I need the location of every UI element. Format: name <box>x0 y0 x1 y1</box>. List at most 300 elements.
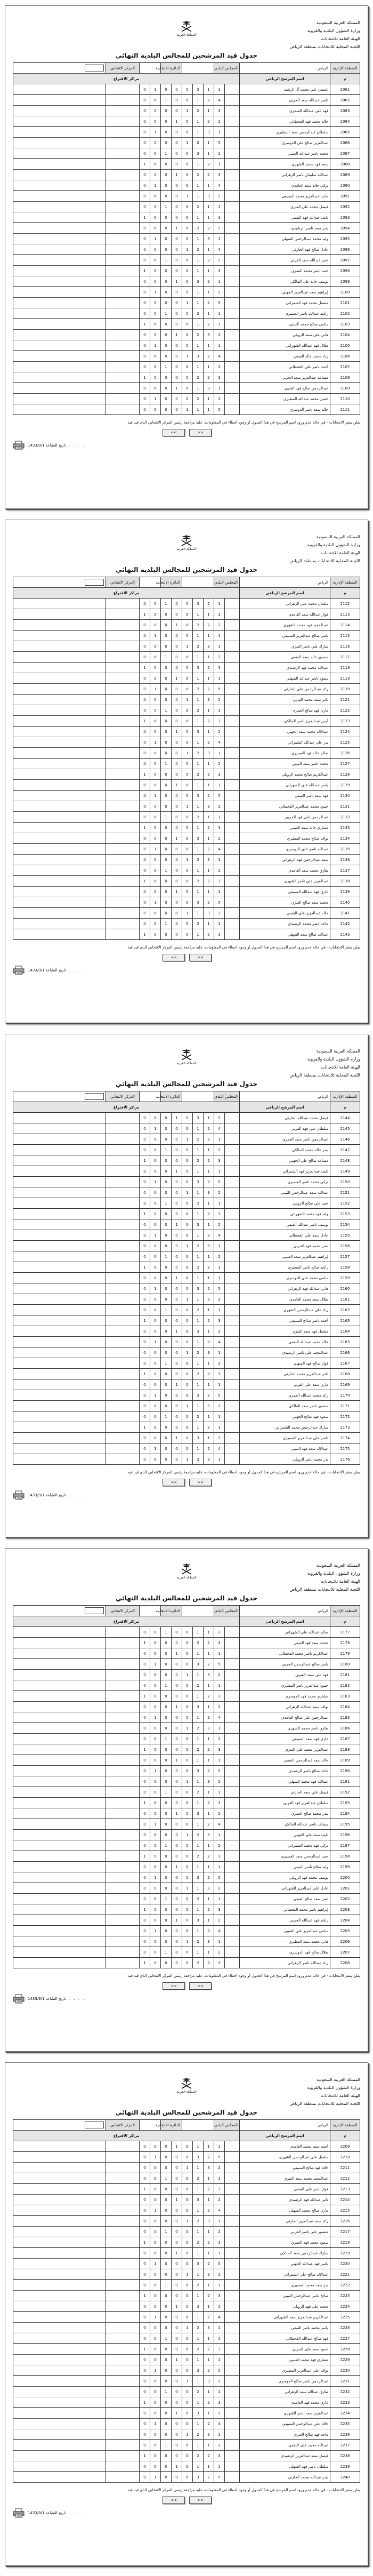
row-seq: 2091 <box>330 191 360 202</box>
row-center-cell: 0 <box>139 202 150 212</box>
row-end-cell <box>13 737 106 748</box>
row-center-cell: 0 <box>150 1723 160 1734</box>
row-center-cell: 0 <box>139 727 150 737</box>
row-center-cell: 0 <box>182 2280 192 2291</box>
row-center-cell: 3 <box>204 2429 214 2440</box>
row-center-cell: 0 <box>150 2248 160 2259</box>
row-end-cell <box>13 1958 106 1968</box>
org-line: المملكة العربية السعودية <box>316 535 360 539</box>
row-gap-cell <box>225 180 240 191</box>
row-seq: 2137 <box>330 865 360 876</box>
footer-note: يعلن بمقر الانتخابات - في حالة عدم ورود اسم المرشح في هذا الجدول أو وجود أخطاء في المعلومات، عليه مراجعة رئيس المركز الانتخابي الذي قيد فيه <box>127 2488 360 2492</box>
table-row <box>13 631 360 641</box>
row-name: عبدالعزيز محمد علي العنزي <box>240 1744 330 1755</box>
row-center-cell: 2 <box>193 2173 204 2184</box>
table-row <box>13 1422 360 1433</box>
row-center-cell: 0 <box>150 1347 160 1358</box>
row-center-cell: 0 <box>160 1776 171 1787</box>
row-center-cell: 1 <box>193 255 204 266</box>
row-center-cell: 5 <box>214 1177 225 1187</box>
row-center-cell: 1 <box>204 705 214 716</box>
row-center-cell: 0 <box>139 2440 150 2451</box>
row-center-cell: 0 <box>171 362 182 372</box>
row-center-cell: 0 <box>182 255 192 266</box>
row-center-cell: 0 <box>182 684 192 695</box>
next-page-button[interactable]: >> <box>189 429 212 436</box>
row-center-cell: 1 <box>204 2301 214 2312</box>
row-center-cell: 2 <box>214 2301 225 2312</box>
row-gap-cell <box>225 2248 240 2259</box>
row-end-cell <box>13 812 106 823</box>
row-center-cell: 0 <box>139 673 150 684</box>
print-dots: . . . . <box>69 1493 85 1497</box>
row-name: مبارك عبدالرحمن محمد الشمراني <box>240 1422 330 1433</box>
row-center-cell: 1 <box>139 2291 150 2301</box>
row-center-cell: 1 <box>193 1712 204 1723</box>
row-center-cell: 0 <box>171 1670 182 1680</box>
council-label: المجلس البلدي <box>214 2120 240 2131</box>
row-center-cell: 0 <box>171 1723 182 1734</box>
row-center-cell: 0 <box>171 2365 182 2376</box>
row-seq: 2084 <box>330 116 360 127</box>
table-row <box>13 1134 360 1145</box>
row-center-cell: 0 <box>150 1198 160 1209</box>
row-seq: 2162 <box>330 1305 360 1315</box>
table-row <box>13 351 360 362</box>
row-center-cell: 1 <box>193 844 204 855</box>
row-seq: 2132 <box>330 812 360 823</box>
row-center-cell: 0 <box>139 127 150 138</box>
row-center-cell: 0 <box>171 1145 182 1155</box>
row-center-cell: 1 <box>214 1454 225 1465</box>
table-row <box>13 748 360 759</box>
row-end-cell <box>13 1819 106 1830</box>
row-end-cell <box>13 855 106 865</box>
row-gap-cell <box>225 2461 240 2472</box>
table-row <box>13 2429 360 2440</box>
row-center-cell: 0 <box>139 791 150 801</box>
row-center-cell: 1 <box>193 2291 204 2301</box>
row-center-cell: 0 <box>182 127 192 138</box>
row-center-cell: 0 <box>150 1273 160 1283</box>
row-seq: 2086 <box>330 138 360 148</box>
row-center-cell: 0 <box>150 2429 160 2440</box>
row-center-cell: 0 <box>160 1638 171 1648</box>
row-center-cell: 5 <box>214 1283 225 1294</box>
org-line: المملكة العربية السعودية <box>316 2077 360 2082</box>
row-center-cell: 0 <box>171 2291 182 2301</box>
row-center-cell: 0 <box>150 2195 160 2205</box>
row-gap-cell <box>225 170 240 180</box>
row-end-cell <box>106 148 139 159</box>
row-center-cell: 0 <box>139 2408 150 2419</box>
council-label: المجلس البلدي <box>214 1606 240 1616</box>
row-end-cell <box>13 791 106 801</box>
row-center-cell: 0 <box>171 1627 182 1638</box>
table-row <box>13 1145 360 1155</box>
row-name: فهد صالح عبدالله القحطاني <box>240 2333 330 2344</box>
row-gap-cell <box>225 2195 240 2205</box>
row-end-cell <box>13 2451 106 2461</box>
table-row <box>13 823 360 833</box>
row-name: عفيفي علي محمد آل الرشيد <box>240 84 330 95</box>
row-center-cell: 0 <box>182 266 192 276</box>
row-center-cell: 0 <box>150 2387 160 2397</box>
row-gap-cell <box>225 631 240 641</box>
row-end-cell <box>13 1145 106 1155</box>
row-center-cell: 3 <box>193 1390 204 1401</box>
row-center-cell: 1 <box>193 780 204 791</box>
row-center-cell: 0 <box>160 1177 171 1187</box>
row-name: سامي محمد علي الدوسري <box>240 1273 330 1283</box>
row-center-cell: 0 <box>182 1872 192 1883</box>
row-gap-cell <box>225 212 240 223</box>
row-gap-cell <box>225 340 240 351</box>
row-gap-cell <box>225 1411 240 1422</box>
table-row <box>13 2376 360 2387</box>
row-end-cell <box>106 2227 139 2237</box>
table-row <box>13 170 360 180</box>
row-name: عبدالله سعد عبدالرحمن الثبيتي <box>240 1187 330 1198</box>
row-center-cell: 1 <box>160 1145 171 1155</box>
row-center-cell: 0 <box>182 1638 192 1648</box>
row-center-cell: 1 <box>193 887 204 897</box>
prev-page-button[interactable]: << <box>163 954 185 961</box>
row-center-cell: 0 <box>171 2472 182 2483</box>
table-row <box>13 908 360 919</box>
row-end-cell <box>13 1123 106 1134</box>
row-center-cell: 0 <box>139 2419 150 2429</box>
row-gap-cell <box>225 2184 240 2195</box>
next-page-button[interactable]: >> <box>189 2497 212 2504</box>
row-center-cell: 0 <box>160 1766 171 1776</box>
row-end-cell <box>13 801 106 812</box>
row-seq: 2199 <box>330 1862 360 1872</box>
row-name: مشاري خالد سعد العتيبي <box>240 823 330 833</box>
row-center-cell: 0 <box>160 266 171 276</box>
row-center-cell: 0 <box>171 2419 182 2429</box>
row-end-cell <box>13 2365 106 2376</box>
row-end-cell <box>13 780 106 791</box>
row-center-cell: 0 <box>171 212 182 223</box>
council-value <box>182 1091 214 1102</box>
row-end-cell <box>13 897 106 908</box>
row-center-cell: 0 <box>139 1166 150 1177</box>
table-row <box>13 1958 360 1968</box>
page-header <box>13 11 360 62</box>
row-center-cell: 1 <box>214 887 225 897</box>
prev-page-button[interactable]: << <box>163 2497 185 2504</box>
row-center-cell: 2 <box>204 1123 214 1134</box>
row-center-cell: 0 <box>182 394 192 404</box>
row-center-cell: 1 <box>193 1379 204 1390</box>
row-name: خالد سعد عبدالرحمن البقمي <box>240 1755 330 1766</box>
row-end-cell <box>106 2419 139 2429</box>
row-center-cell: 0 <box>150 1840 160 1851</box>
emblem-caption: المملكة العربية <box>176 547 197 551</box>
org-line: المملكة العربية السعودية <box>316 20 360 25</box>
row-center-cell: 0 <box>160 2237 171 2248</box>
table-row <box>13 1808 360 1819</box>
row-end-cell <box>13 652 106 663</box>
row-center-cell: 0 <box>182 1744 192 1755</box>
row-name: حمد عبدالرحمن سعد العسيري <box>240 1851 330 1862</box>
row-gap-cell <box>225 2408 240 2419</box>
row-name: ثامر عبدالله فهد الرشيدي <box>240 2195 330 2205</box>
row-center-cell: 0 <box>182 362 192 372</box>
table-row <box>13 159 360 170</box>
table-row <box>13 716 360 727</box>
row-end-cell <box>106 202 139 212</box>
row-center-cell: 0 <box>160 1744 171 1755</box>
table-row <box>13 2365 360 2376</box>
page-footer <box>13 2483 360 2536</box>
table-row <box>13 2141 360 2152</box>
printer-icon[interactable] <box>13 1994 25 2004</box>
row-center-cell: 0 <box>171 737 182 748</box>
row-end-cell <box>106 2259 139 2269</box>
table-row <box>13 287 360 298</box>
row-center-cell: 1 <box>160 2440 171 2451</box>
row-end-cell <box>13 2205 106 2216</box>
row-center-cell: 0 <box>150 1691 160 1702</box>
row-center-cell: 0 <box>139 2173 150 2184</box>
row-gap-cell <box>225 106 240 116</box>
row-center-cell: 1 <box>139 769 150 780</box>
row-center-cell: 1 <box>139 1155 150 1166</box>
row-center-cell: 0 <box>182 759 192 769</box>
row-center-cell: 3 <box>204 2163 214 2173</box>
row-center-cell: 0 <box>182 1422 192 1433</box>
row-center-cell: 3 <box>214 609 225 620</box>
row-center-cell: 3 <box>204 1347 214 1358</box>
print-dots: . . . . <box>69 968 85 972</box>
row-center-cell: 2 <box>193 2323 204 2333</box>
printer-icon[interactable] <box>13 1490 25 1500</box>
row-center-cell: 1 <box>204 1219 214 1230</box>
row-name: ناصر فهد عبدالله الجهني <box>240 2259 330 2269</box>
row-center-cell: 2 <box>193 1198 204 1209</box>
row-end-cell <box>106 2195 139 2205</box>
row-seq: 2165 <box>330 1337 360 1347</box>
next-page-button[interactable]: >> <box>189 954 212 961</box>
row-center-cell: 0 <box>150 276 160 287</box>
row-end-cell <box>106 159 139 170</box>
prev-page-button[interactable]: << <box>163 429 185 436</box>
row-end-cell <box>106 1627 139 1638</box>
row-center-cell: 2 <box>193 1680 204 1691</box>
row-center-cell: 0 <box>139 404 150 415</box>
row-gap-cell <box>225 2397 240 2408</box>
next-page-button[interactable]: >> <box>189 1982 212 1990</box>
row-center-cell: 0 <box>160 330 171 340</box>
row-center-cell: 0 <box>171 1830 182 1840</box>
row-center-cell: 1 <box>160 202 171 212</box>
row-center-cell: 1 <box>193 287 204 298</box>
row-center-cell: 0 <box>150 748 160 759</box>
row-center-cell: 4 <box>214 1926 225 1936</box>
row-center-cell: 0 <box>171 1401 182 1411</box>
row-end-cell <box>106 929 139 940</box>
row-name: تركي محمد ناصر العسيري <box>240 1177 330 1187</box>
print-area <box>13 441 85 450</box>
row-center-cell: 1 <box>193 383 204 394</box>
print-area <box>13 966 85 975</box>
row-name: زياد علي عبدالرحمن الشهري <box>240 1305 330 1315</box>
row-end-cell <box>106 855 139 865</box>
row-center-cell: 0 <box>182 2472 192 2483</box>
row-end-cell <box>106 2387 139 2397</box>
row-center-cell: 2 <box>204 929 214 940</box>
row-center-cell: 0 <box>139 1840 150 1851</box>
row-center-cell: 0 <box>150 351 160 362</box>
table-row <box>13 1638 360 1648</box>
printer-icon[interactable] <box>13 2508 25 2518</box>
row-center-cell: 0 <box>150 599 160 609</box>
row-center-cell: 1 <box>171 620 182 631</box>
row-center-cell: 0 <box>150 1947 160 1958</box>
row-end-cell <box>13 1273 106 1283</box>
table-row <box>13 95 360 106</box>
table-row <box>13 2237 360 2248</box>
row-center-cell: 0 <box>139 1337 150 1347</box>
row-center-cell: 2 <box>204 823 214 833</box>
row-center-cell: 3 <box>193 2195 204 2205</box>
row-center-cell: 5 <box>214 1766 225 1776</box>
row-center-cell: 1 <box>182 1723 192 1734</box>
row-end-cell <box>13 2216 106 2227</box>
row-center-cell: 1 <box>182 2216 192 2227</box>
printer-icon[interactable] <box>13 966 25 975</box>
row-center-cell: 5 <box>214 1390 225 1401</box>
row-name: أحمد ناصر علي القحطاني <box>240 362 330 372</box>
row-end-cell <box>13 2152 106 2163</box>
row-name: حمد علي صالح الرويلي <box>240 1198 330 1209</box>
row-center-cell: 1 <box>139 716 150 727</box>
row-center-cell: 0 <box>139 1454 150 1465</box>
printer-icon[interactable] <box>13 441 25 450</box>
row-center-cell: 0 <box>160 1883 171 1894</box>
row-center-cell: 1 <box>214 673 225 684</box>
next-page-button[interactable]: >> <box>189 1479 212 1486</box>
row-center-cell: 0 <box>139 2259 150 2269</box>
row-center-cell: 0 <box>150 223 160 234</box>
row-center-cell: 2 <box>204 620 214 631</box>
row-gap-cell <box>225 148 240 159</box>
row-center-cell: 2 <box>193 1787 204 1798</box>
row-end-cell <box>13 1734 106 1744</box>
row-end-cell <box>106 319 139 330</box>
prev-page-button[interactable]: << <box>163 1479 185 1486</box>
row-center-cell: 3 <box>204 1776 214 1787</box>
row-center-cell: 2 <box>214 1734 225 1744</box>
row-gap-cell <box>225 2141 240 2152</box>
row-center-cell: 0 <box>150 1883 160 1894</box>
row-center-cell: 1 <box>160 2280 171 2291</box>
row-end-cell <box>106 330 139 340</box>
prev-page-button[interactable]: << <box>163 1982 185 1990</box>
row-center-cell: 2 <box>204 2397 214 2408</box>
page-header <box>13 525 360 577</box>
table-row <box>13 255 360 266</box>
row-center-cell: 0 <box>182 919 192 929</box>
row-center-cell: 0 <box>160 2216 171 2227</box>
row-center-cell: 1 <box>182 298 192 308</box>
row-end-cell <box>106 106 139 116</box>
row-center-cell: 1 <box>160 308 171 319</box>
row-center-cell: 0 <box>171 138 182 148</box>
row-center-cell: 1 <box>214 1241 225 1251</box>
row-name: حمود عبدالعزيز ناصر المطيري <box>240 1680 330 1691</box>
table-row <box>13 1670 360 1680</box>
row-center-cell: 2 <box>214 620 225 631</box>
row-center-cell: 2 <box>214 833 225 844</box>
table-row <box>13 1155 360 1166</box>
row-seq: 2177 <box>330 1627 360 1638</box>
row-center-cell: 0 <box>171 1390 182 1401</box>
row-gap-cell <box>225 876 240 887</box>
row-end-cell <box>106 266 139 276</box>
row-name: مازن سعد علي القرني <box>240 1379 330 1390</box>
row-end-cell <box>106 823 139 833</box>
print-area <box>13 1994 85 2004</box>
row-seq: 2209 <box>330 2141 360 2152</box>
row-name: عبدالمجيد علي ناصر الرشيدي <box>240 1347 330 1358</box>
row-center-cell: 2 <box>193 1454 204 1465</box>
row-center-cell: 1 <box>204 1273 214 1283</box>
row-center-cell: 0 <box>160 1379 171 1390</box>
row-center-cell: 2 <box>193 2387 204 2397</box>
row-center-cell: 0 <box>182 823 192 833</box>
row-center-cell: 3 <box>193 2301 204 2312</box>
row-gap-cell <box>225 362 240 372</box>
row-center-cell: 2 <box>204 2472 214 2483</box>
row-center-cell: 0 <box>171 2376 182 2387</box>
row-end-cell <box>106 2205 139 2216</box>
row-center-cell: 1 <box>171 2301 182 2312</box>
row-gap-cell <box>225 823 240 833</box>
row-center-cell: 0 <box>160 684 171 695</box>
row-seq: 2112 <box>330 599 360 609</box>
row-end-cell <box>106 791 139 801</box>
row-seq: 2153 <box>330 1209 360 1219</box>
row-name: أحمد سعد محمد الغامدي <box>240 2141 330 2152</box>
row-center-cell: 0 <box>182 2227 192 2237</box>
row-name: عبدالمجيد محمد سعد العنزي <box>240 2173 330 2184</box>
row-seq: 2108 <box>330 372 360 383</box>
row-seq: 2129 <box>330 780 360 791</box>
row-end-cell <box>106 599 139 609</box>
row-seq: 2175 <box>330 1443 360 1454</box>
row-center-cell: 0 <box>150 919 160 929</box>
row-center-cell: 0 <box>171 1840 182 1851</box>
row-center-cell: 0 <box>139 1648 150 1659</box>
row-center-cell: 1 <box>182 1454 192 1465</box>
row-center-cell: 1 <box>193 908 204 919</box>
row-gap-cell <box>225 1134 240 1145</box>
row-center-cell: 0 <box>182 1443 192 1454</box>
row-gap-cell <box>225 127 240 138</box>
row-center-cell: 1 <box>214 127 225 138</box>
row-center-cell: 0 <box>160 1915 171 1926</box>
table-row <box>13 1433 360 1443</box>
row-center-cell: 0 <box>160 84 171 95</box>
row-center-cell: 1 <box>139 1851 150 1862</box>
table-row <box>13 1776 360 1787</box>
row-end-cell <box>13 844 106 855</box>
row-end-cell <box>13 1454 106 1465</box>
row-center-cell: 0 <box>182 1315 192 1326</box>
